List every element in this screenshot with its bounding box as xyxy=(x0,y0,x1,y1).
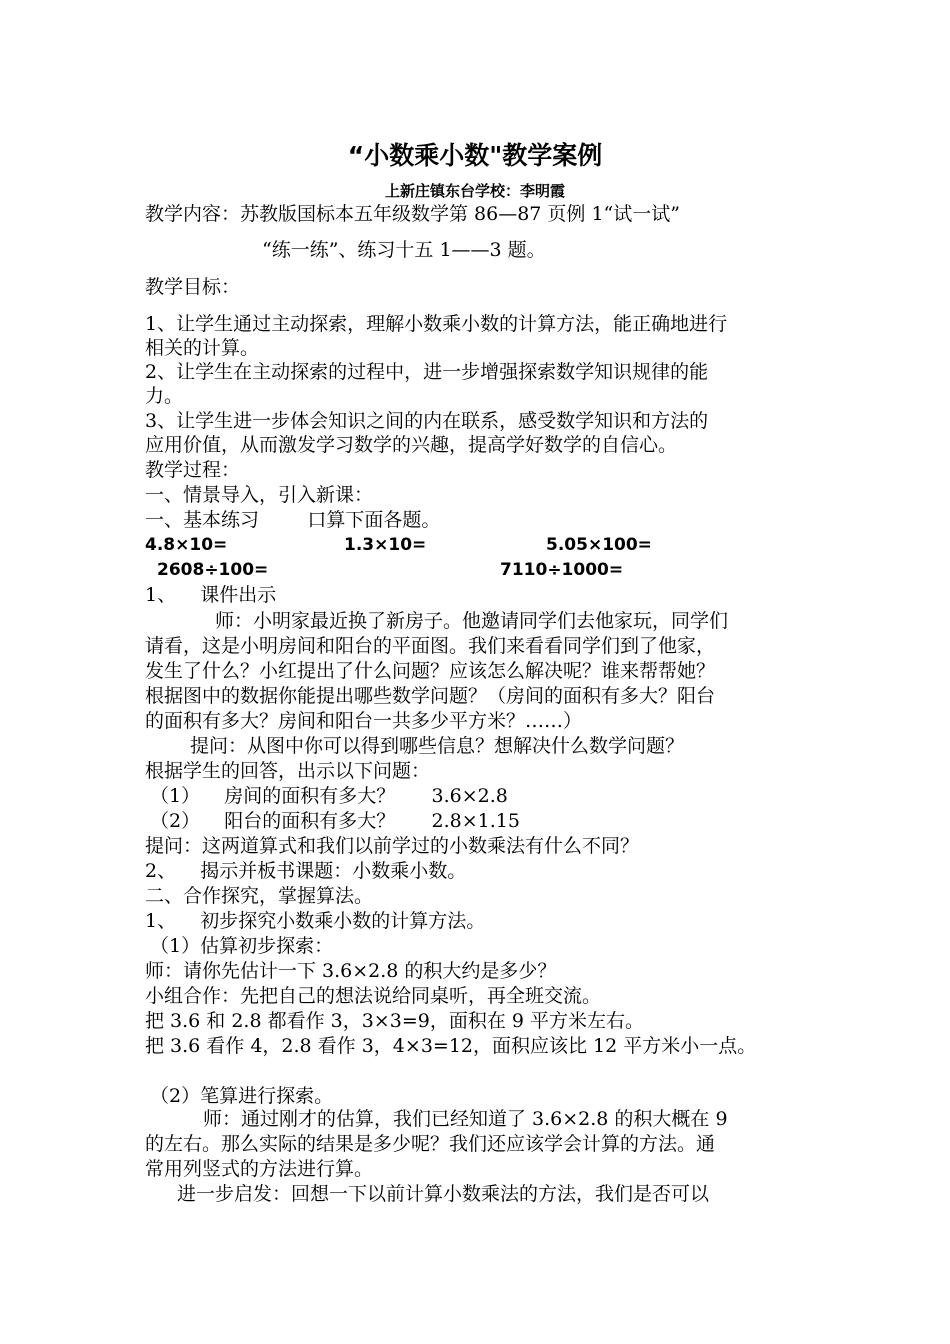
goals-heading: 教学目标： xyxy=(145,276,241,298)
author-line: 上新庄镇东台学校：李明霞 xyxy=(384,182,565,200)
goal-2-line-a: 2、让学生在主动探索的过程中，进一步增强探索数学知识规律的能 xyxy=(145,361,709,383)
written-heading: （2）笔算进行探索。 xyxy=(150,1085,334,1107)
calc-item-1: 4.8×10= xyxy=(145,535,228,555)
process-heading: 教学过程： xyxy=(145,459,241,481)
para-3-line-a: 进一步启发：回想一下以前计算小数乘法的方法，我们是否可以 xyxy=(177,1183,710,1205)
sub-1-line: 1、 初步探究小数乘小数的计算方法。 xyxy=(145,910,486,932)
content-line-2: “练一练”、练习十五 1——3 题。 xyxy=(262,239,546,261)
para-1-line-b: 请看，这是小明房间和阳台的平面图。我们来看看同学们到了他家， xyxy=(145,635,716,657)
goal-2-line-b: 力。 xyxy=(145,385,184,407)
goal-3-line-a: 3、让学生进一步体会知识之间的内在联系，感受数学知识和方法的 xyxy=(145,410,709,432)
question-1-line: （1） 房间的面积有多大？ 3.6×2.8 xyxy=(150,785,508,807)
goal-3-line-b: 应用价值，从而激发学习数学的兴趣，提高学好数学的自信心。 xyxy=(145,434,678,456)
basic-practice-line: 一、基本练习 口算下面各题。 xyxy=(145,509,441,531)
calc-item-5: 7110÷1000= xyxy=(500,560,624,580)
calc-item-2: 1.3×10= xyxy=(344,535,427,555)
ask-1-line: 提问：从图中你可以得到哪些信息？想解决什么数学问题？ xyxy=(190,735,685,757)
estimate-line-4: 把 3.6 看作 4，2.8 看作 3，4×3=12，面积应该比 12 平方米小一点。 xyxy=(145,1035,757,1057)
para-1-line-e: 的面积有多大？房间和阳台一共多少平方米？……） xyxy=(145,710,583,732)
para-1-line-a: 师：小明家最近换了新房子。他邀请同学们去他家玩，同学们 xyxy=(215,610,729,632)
show-questions-line: 根据学生的回答，出示以下问题： xyxy=(145,760,431,782)
estimate-line-1: 师：请你先估计一下 3.6×2.8 的积大约是多少？ xyxy=(145,960,557,982)
estimate-heading: （1）估算初步探索： xyxy=(150,935,334,957)
section-1-heading: 一、情景导入，引入新课： xyxy=(145,484,374,506)
content-line-1: 教学内容：苏教版国标本五年级数学第 86—87 页例 1“试一试” xyxy=(145,203,680,225)
question-2-line: （2） 阳台的面积有多大？ 2.8×1.15 xyxy=(150,810,520,832)
goal-1-line-a: 1、让学生通过主动探索，理解小数乘小数的计算方法，能正确地进行 xyxy=(145,313,728,335)
para-1-line-d: 根据图中的数据你能提出哪些数学问题？（房间的面积有多大？阳台 xyxy=(145,685,716,707)
para-1-line-c: 发生了什么？小红提出了什么问题？应该怎么解决呢？谁来帮帮她？ xyxy=(145,660,716,682)
step-1-line: 1、 课件出示 xyxy=(145,584,277,606)
ask-2-line: 提问：这两道算式和我们以前学过的小数乘法有什么不同？ xyxy=(145,835,640,857)
document-title: “小数乘小数"教学案例 xyxy=(347,141,603,170)
para-2-line-c: 常用列竖式的方法进行算。 xyxy=(145,1158,374,1180)
estimate-line-2: 小组合作：先把自己的想法说给同桌听，再全班交流。 xyxy=(145,985,602,1007)
estimate-line-3: 把 3.6 和 2.8 都看作 3，3×3=9，面积在 9 平方米左右。 xyxy=(145,1010,644,1032)
para-2-line-b: 的左右。那么实际的结果是多少呢？我们还应该学会计算的方法。通 xyxy=(145,1133,716,1155)
calc-item-4: 2608÷100= xyxy=(157,560,269,580)
para-2-line-a: 师：通过刚才的估算，我们已经知道了 3.6×2.8 的积大概在 9 xyxy=(203,1108,728,1130)
step-2-line: 2、 揭示并板书课题：小数乘小数。 xyxy=(145,860,467,882)
goal-1-line-b: 相关的计算。 xyxy=(145,337,260,359)
calc-item-3: 5.05×100= xyxy=(546,535,652,555)
section-2-heading: 二、合作探究，掌握算法。 xyxy=(145,885,374,907)
